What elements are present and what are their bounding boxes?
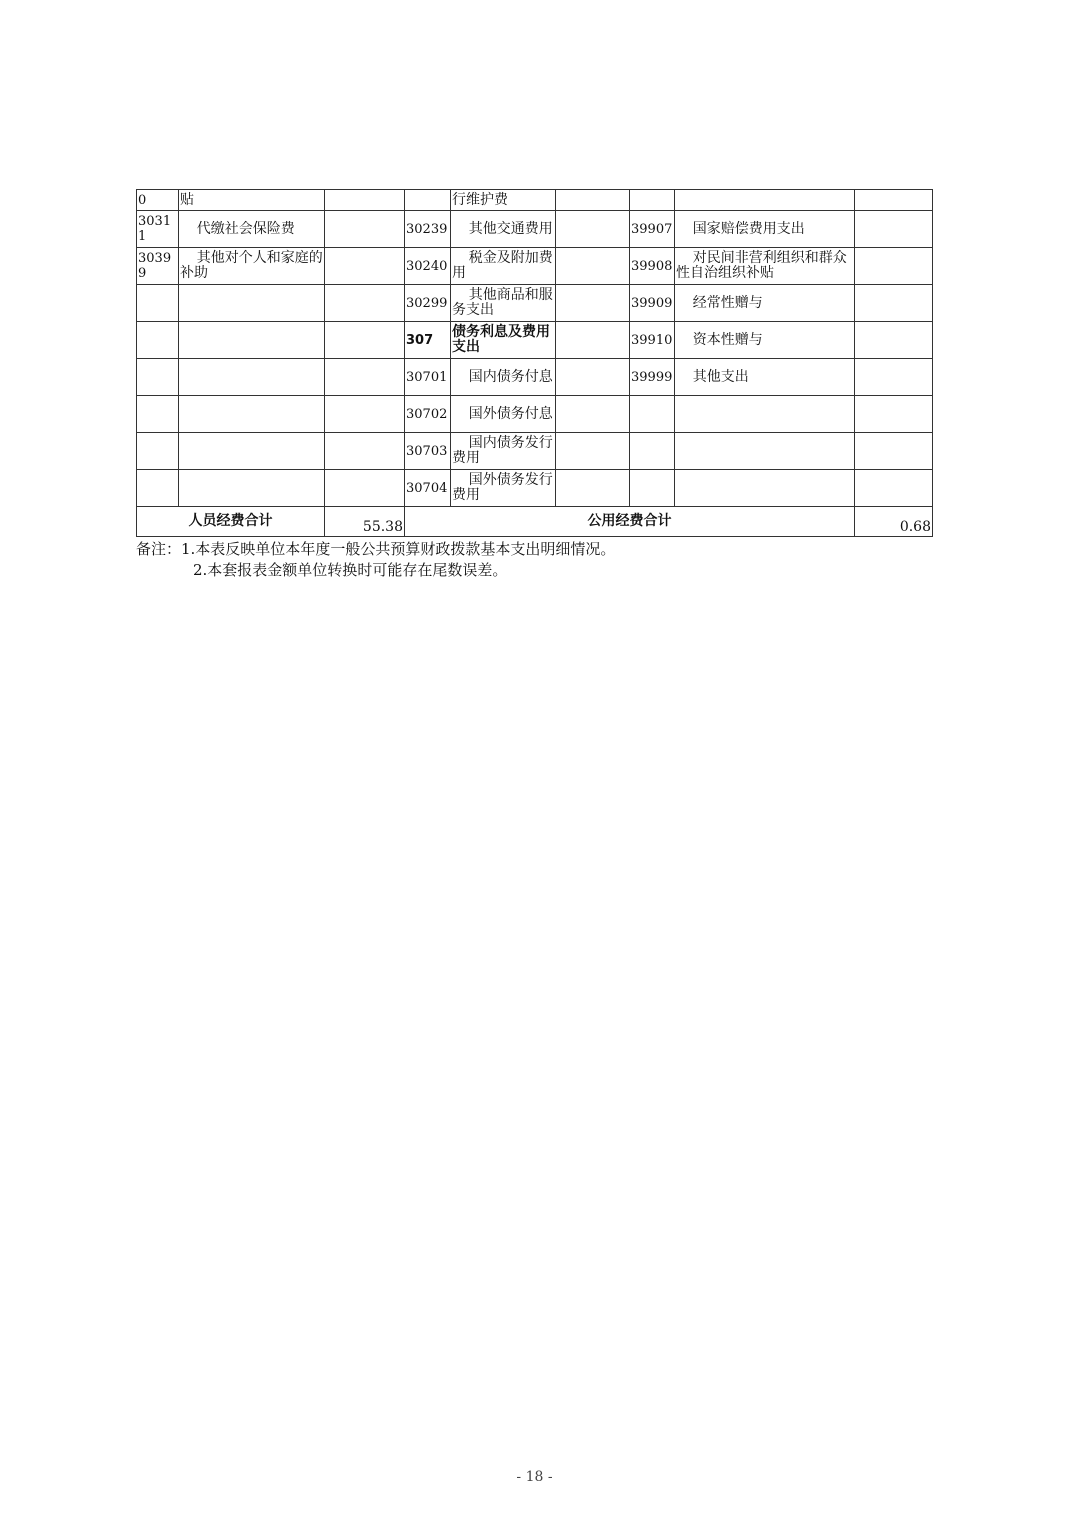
item-name-cell: 国家赔偿费用支出: [675, 211, 855, 248]
budget-expense-table: [136, 189, 933, 537]
item-name-cell: 经常性赠与: [675, 285, 855, 322]
table-notes: [136, 539, 615, 581]
totals-row: [137, 507, 933, 537]
item-name-cell: 对民间非营利组织和群众性自治组织补贴: [675, 248, 855, 285]
code-cell: [137, 396, 179, 433]
amount-cell: [325, 248, 405, 285]
note-line-2: 2.本套报表金额单位转换时可能存在尾数误差。: [193, 561, 508, 579]
category-code-cell: 307: [405, 322, 451, 359]
table-row: [137, 190, 933, 211]
code-cell: [630, 396, 675, 433]
item-name-cell: 国内债务发行费用: [451, 433, 556, 470]
item-name-cell: 国内债务付息: [451, 359, 556, 396]
item-name-cell: [179, 470, 325, 507]
personnel-total-label: 人员经费合计: [137, 507, 325, 537]
item-name-cell: 其他对个人和家庭的补助: [179, 248, 325, 285]
code-cell: 30704: [405, 470, 451, 507]
item-name-cell: [179, 322, 325, 359]
item-name-cell: 其他支出: [675, 359, 855, 396]
table-row: [137, 359, 933, 396]
table-row: [137, 396, 933, 433]
item-name-cell: 税金及附加费用: [451, 248, 556, 285]
code-cell: 30399: [137, 248, 179, 285]
item-name-cell: 其他交通费用: [451, 211, 556, 248]
table-row: [137, 433, 933, 470]
item-name-cell: [179, 433, 325, 470]
item-name-cell: 其他商品和服务支出: [451, 285, 556, 322]
code-cell: [405, 190, 451, 211]
amount-cell: [855, 211, 933, 248]
item-name-cell: 代缴社会保险费: [179, 211, 325, 248]
amount-cell: [325, 359, 405, 396]
item-name-cell: [179, 396, 325, 433]
amount-cell: [855, 190, 933, 211]
item-name-cell: 资本性赠与: [675, 322, 855, 359]
amount-cell: [325, 285, 405, 322]
amount-cell: [855, 322, 933, 359]
code-cell: 39909: [630, 285, 675, 322]
amount-cell: [325, 190, 405, 211]
amount-cell: [556, 211, 630, 248]
code-cell: [630, 190, 675, 211]
amount-cell: [855, 433, 933, 470]
amount-cell: [556, 470, 630, 507]
code-cell: 30311: [137, 211, 179, 248]
item-name-cell: 行维护费: [451, 190, 556, 211]
code-cell: [630, 433, 675, 470]
amount-cell: [855, 396, 933, 433]
table-row: [137, 211, 933, 248]
public-total-value: 0.68: [855, 507, 933, 537]
table-row: [137, 248, 933, 285]
code-cell: [137, 285, 179, 322]
item-name-cell: [675, 433, 855, 470]
table-row: [137, 470, 933, 507]
item-name-cell: [179, 359, 325, 396]
item-name-cell: [675, 470, 855, 507]
code-cell: 39910: [630, 322, 675, 359]
code-cell: 30703: [405, 433, 451, 470]
code-cell: 39999: [630, 359, 675, 396]
item-name-cell: [675, 396, 855, 433]
code-cell: 30299: [405, 285, 451, 322]
amount-cell: [855, 470, 933, 507]
amount-cell: [325, 470, 405, 507]
code-cell: 30240: [405, 248, 451, 285]
amount-cell: [325, 322, 405, 359]
table-row: [137, 322, 933, 359]
item-name-cell: [675, 190, 855, 211]
amount-cell: [855, 359, 933, 396]
amount-cell: [855, 285, 933, 322]
code-cell: 39907: [630, 211, 675, 248]
amount-cell: [556, 285, 630, 322]
amount-cell: [325, 433, 405, 470]
amount-cell: [855, 248, 933, 285]
page-number: - 18 -: [516, 1469, 553, 1485]
category-name-cell: 债务利息及费用支出: [451, 322, 556, 359]
amount-cell: [556, 433, 630, 470]
amount-cell: [556, 359, 630, 396]
item-name-cell: 贴: [179, 190, 325, 211]
code-cell: [137, 322, 179, 359]
amount-cell: [325, 396, 405, 433]
note-line-1: 备注：1.本表反映单位本年度一般公共预算财政拨款基本支出明细情况。: [136, 540, 616, 558]
public-total-label: 公用经费合计: [405, 507, 855, 537]
item-name-cell: 国外债务付息: [451, 396, 556, 433]
amount-cell: [556, 396, 630, 433]
code-cell: 30702: [405, 396, 451, 433]
code-cell: 39908: [630, 248, 675, 285]
code-cell: [137, 359, 179, 396]
code-cell: 0: [137, 190, 179, 211]
personnel-total-value: 55.38: [325, 507, 405, 537]
code-cell: [137, 433, 179, 470]
code-cell: [630, 470, 675, 507]
item-name-cell: [179, 285, 325, 322]
code-cell: 30239: [405, 211, 451, 248]
code-cell: [137, 470, 179, 507]
amount-cell: [556, 322, 630, 359]
amount-cell: [556, 190, 630, 211]
amount-cell: [556, 248, 630, 285]
item-name-cell: 国外债务发行费用: [451, 470, 556, 507]
table-row: [137, 285, 933, 322]
amount-cell: [325, 211, 405, 248]
code-cell: 30701: [405, 359, 451, 396]
